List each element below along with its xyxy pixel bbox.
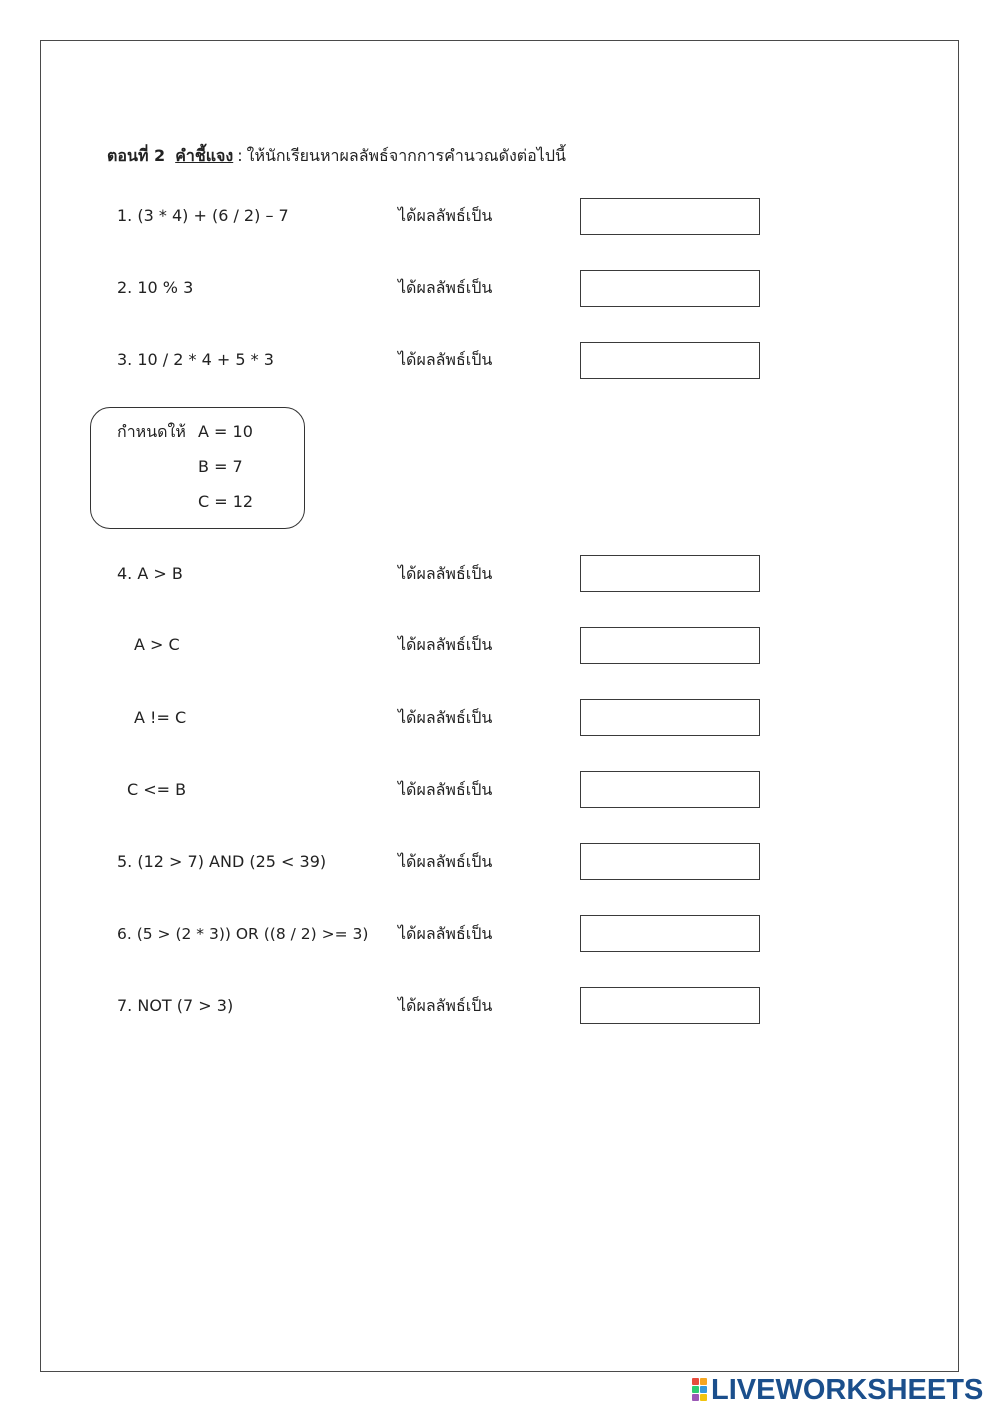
part-number: ตอนที่ 2 bbox=[107, 146, 166, 165]
question-7-expression: 7. NOT (7 > 3) bbox=[117, 996, 234, 1015]
answer-input-4c[interactable] bbox=[580, 699, 760, 736]
question-4c-expression: A != C bbox=[134, 708, 187, 727]
result-label-5: ได้ผลลัพธ์เป็น bbox=[398, 852, 493, 871]
answer-input-3[interactable] bbox=[580, 342, 760, 379]
question-2-expression: 2. 10 % 3 bbox=[117, 278, 194, 297]
result-label-4b: ได้ผลลัพธ์เป็น bbox=[398, 635, 493, 654]
given-label: กำหนดให้ bbox=[117, 422, 186, 441]
question-4-expression: 4. A > B bbox=[117, 564, 183, 583]
liveworksheets-logo-icon bbox=[692, 1378, 708, 1402]
result-label-7: ได้ผลลัพธ์เป็น bbox=[398, 996, 493, 1015]
answer-input-2[interactable] bbox=[580, 270, 760, 307]
answer-input-4[interactable] bbox=[580, 555, 760, 592]
answer-input-1[interactable] bbox=[580, 198, 760, 235]
question-5-expression: 5. (12 > 7) AND (25 < 39) bbox=[117, 852, 327, 871]
brand-name: LIVEWORKSHEETS bbox=[711, 1373, 984, 1406]
given-a: A = 10 bbox=[198, 422, 253, 441]
result-label-4d: ได้ผลลัพธ์เป็น bbox=[398, 780, 493, 799]
result-label-3: ได้ผลลัพธ์เป็น bbox=[398, 350, 493, 369]
question-3-expression: 3. 10 / 2 * 4 + 5 * 3 bbox=[117, 350, 274, 369]
question-6-expression: 6. (5 > (2 * 3)) OR ((8 / 2) >= 3) bbox=[117, 925, 369, 943]
instruction-label: คำชี้แจง bbox=[175, 146, 234, 165]
answer-input-4d[interactable] bbox=[580, 771, 760, 808]
instruction-text: ให้นักเรียนหาผลลัพธ์จากการคำนวณดังต่อไปนี้ bbox=[246, 146, 566, 165]
question-4b-expression: A > C bbox=[134, 635, 180, 654]
result-label-4: ได้ผลลัพธ์เป็น bbox=[398, 564, 493, 583]
result-label-4c: ได้ผลลัพธ์เป็น bbox=[398, 708, 493, 727]
result-label-2: ได้ผลลัพธ์เป็น bbox=[398, 278, 493, 297]
question-4d-expression: C <= B bbox=[127, 780, 187, 799]
liveworksheets-brand bbox=[692, 1374, 983, 1406]
answer-input-4b[interactable] bbox=[580, 627, 760, 664]
separator: : bbox=[237, 146, 243, 165]
worksheet-page bbox=[40, 40, 959, 1372]
answer-input-7[interactable] bbox=[580, 987, 760, 1024]
given-b: B = 7 bbox=[198, 457, 243, 476]
answer-input-6[interactable] bbox=[580, 915, 760, 952]
result-label-1: ได้ผลลัพธ์เป็น bbox=[398, 206, 493, 225]
result-label-6: ได้ผลลัพธ์เป็น bbox=[398, 924, 493, 943]
answer-input-5[interactable] bbox=[580, 843, 760, 880]
given-c: C = 12 bbox=[198, 492, 254, 511]
section-heading bbox=[107, 144, 566, 169]
question-1-expression: 1. (3 * 4) + (6 / 2) – 7 bbox=[117, 206, 289, 225]
